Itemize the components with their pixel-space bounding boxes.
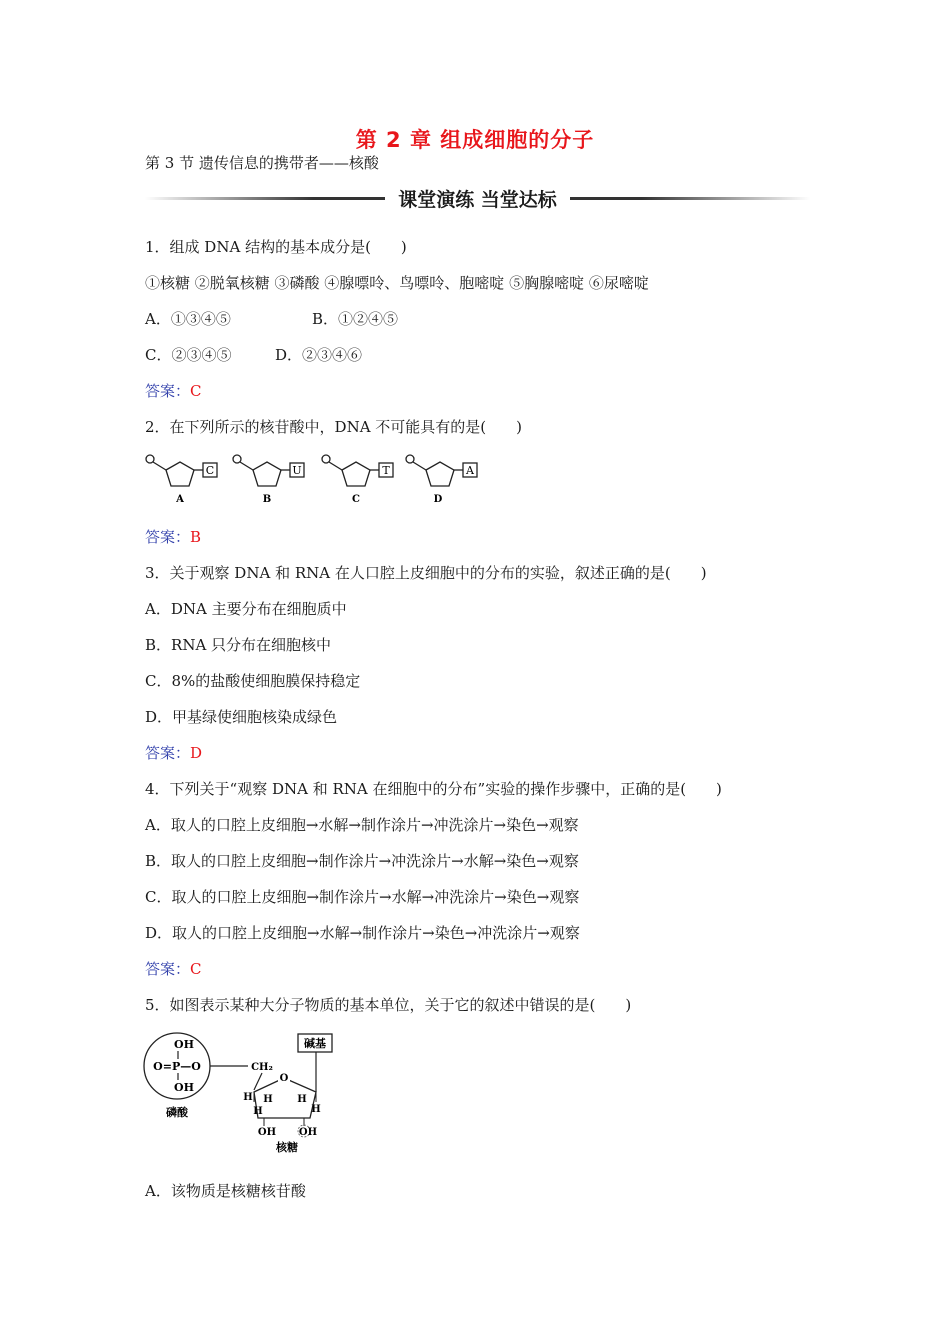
- option-label: C: [352, 494, 360, 505]
- answer-label: 答案：: [145, 744, 191, 762]
- nucleotide-structure-figure: [140, 1028, 350, 1158]
- answer-label: 答案：: [145, 528, 191, 546]
- answer-value: C: [190, 382, 202, 400]
- q2-answer: [145, 527, 201, 547]
- option-label: B: [262, 494, 272, 505]
- nucleotide-d: [406, 455, 477, 505]
- q4-option-d: D．取人的口腔上皮细胞→水解→制作涂片→染色→冲洗涂片→观察: [145, 924, 580, 942]
- nucleotide-c: [322, 455, 393, 505]
- q3-answer: [145, 743, 202, 763]
- h-2: H: [311, 1104, 321, 1115]
- q5-stem: 5．如图表示某种大分子物质的基本单位，关于它的叙述中错误的是( ): [145, 996, 632, 1014]
- ring-oxygen: O: [279, 1073, 289, 1084]
- nucleotide-options-figure: [140, 450, 490, 510]
- answer-label: 答案：: [145, 960, 191, 978]
- answer-value: C: [190, 960, 202, 978]
- sugar-label: 核糖: [276, 1141, 298, 1154]
- q1-answer: [145, 381, 202, 401]
- q4-option-a: A．取人的口腔上皮细胞→水解→制作涂片→冲洗涂片→染色→观察: [145, 816, 579, 834]
- q2-stem: 2．在下列所示的核苷酸中，DNA 不可能具有的是( ): [145, 418, 523, 436]
- answer-value: D: [190, 744, 203, 762]
- q3-stem: 3．关于观察 DNA 和 RNA 在人口腔上皮细胞中的分布的实验，叙述正确的是( ): [145, 564, 707, 582]
- phosphate-oh-top: OH: [174, 1038, 194, 1051]
- answer-value: B: [190, 528, 202, 546]
- q1-option-c: C．②③④⑤: [145, 346, 232, 364]
- nucleotide-b: [233, 455, 304, 505]
- q3-option-c: C．8%的盐酸使细胞膜保持稳定: [145, 672, 361, 690]
- q3-option-a: A．DNA 主要分布在细胞质中: [145, 600, 347, 618]
- base-label: C: [205, 464, 215, 477]
- h-1: H: [243, 1092, 253, 1103]
- q1-items: ①核糖 ②脱氧核糖 ③磷酸 ④腺嘌呤、鸟嘌呤、胞嘧啶 ⑤胸腺嘧啶 ⑥尿嘧啶: [145, 274, 649, 292]
- q1-stem: 1．组成 DNA 结构的基本成分是( ): [145, 238, 407, 256]
- phosphate-oh-bottom: OH: [174, 1081, 194, 1094]
- q4-option-b: B．取人的口腔上皮细胞→制作涂片→冲洗涂片→水解→染色→观察: [145, 852, 579, 870]
- answer-label: 答案：: [145, 382, 191, 400]
- q5-option-a: A．该物质是核糖核苷酸: [145, 1182, 306, 1200]
- oh-right: OH: [298, 1127, 318, 1138]
- q3-option-b: B．RNA 只分布在细胞核中: [145, 636, 332, 654]
- base-label: U: [292, 464, 302, 477]
- h-5: H: [253, 1106, 263, 1117]
- banner: [145, 186, 810, 210]
- banner-text: 课堂演练 当堂达标: [398, 189, 557, 211]
- q1-option-b: B．①②④⑤: [312, 310, 399, 328]
- oh-left: OH: [257, 1127, 277, 1138]
- section-heading: 第 3 节 遗传信息的携带者——核酸: [145, 154, 379, 172]
- q1-option-a: A．①③④⑤: [145, 310, 231, 328]
- base-label: 碱基: [304, 1037, 326, 1050]
- phosphate-label: 磷酸: [166, 1106, 188, 1119]
- ch2-label: CH₂: [251, 1062, 273, 1073]
- h-3: H: [263, 1094, 273, 1105]
- nucleotide-a: [146, 455, 217, 505]
- q3-option-d: D．甲基绿使细胞核染成绿色: [145, 708, 338, 726]
- base-label: A: [466, 464, 474, 477]
- h-4: H: [297, 1094, 307, 1105]
- q1-option-d: D．②③④⑥: [275, 346, 363, 364]
- q4-option-c: C．取人的口腔上皮细胞→制作涂片→水解→冲洗涂片→染色→观察: [145, 888, 580, 906]
- q4-stem: 4．下列关于“观察 DNA 和 RNA 在细胞中的分布”实验的操作步骤中，正确的是( ): [145, 780, 722, 798]
- option-label: A: [176, 494, 184, 505]
- base-label: T: [382, 464, 390, 477]
- chapter-title: 第 2 章 组成细胞的分子: [355, 128, 595, 152]
- q4-answer: [145, 959, 202, 979]
- phosphate-p-line: O=P—O: [153, 1060, 201, 1073]
- option-label: D: [433, 494, 443, 505]
